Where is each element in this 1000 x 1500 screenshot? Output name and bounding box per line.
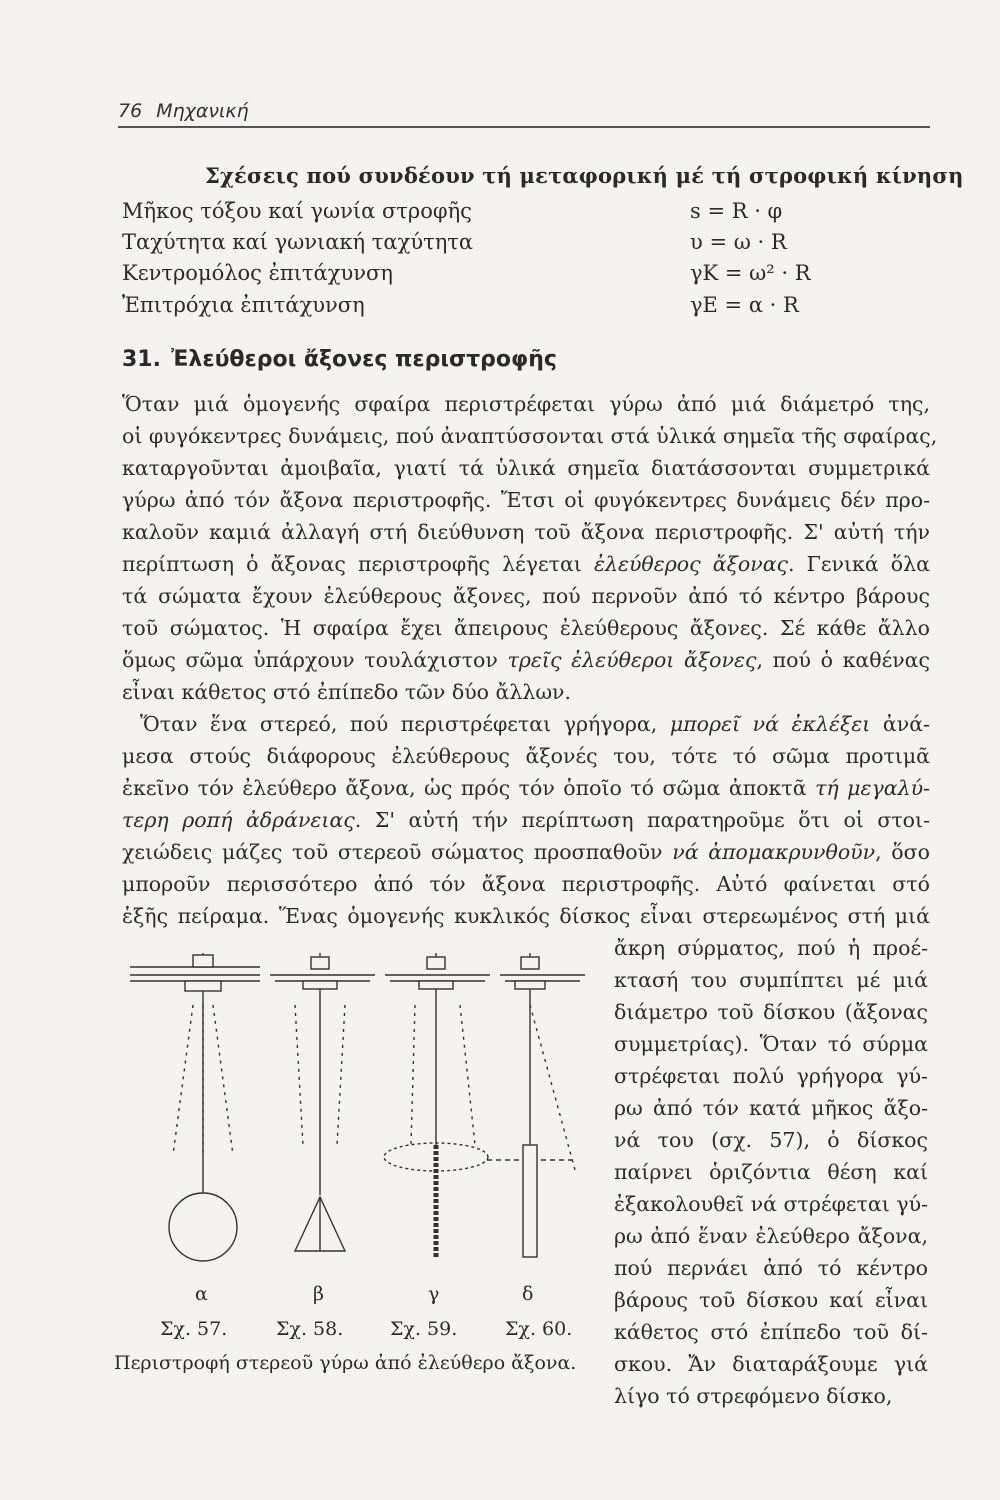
text-line: παίρνει ὁριζόντια θέση καί — [614, 1160, 928, 1184]
figure-letter-alpha: α — [195, 1283, 208, 1305]
text-line: χειώδεις μάζες τοῦ στερεοῦ σώματος προσπαθοῦν νά ἀπομακρυνθοῦν, ὅσο — [122, 840, 930, 864]
text-line: περίπτωση ὁ ἄξονας περιστροφῆς λέγεται ἐλεύθερος ἄξονας. Γενικά ὅλα — [122, 552, 930, 576]
text-line: στρέφεται πολύ γρήγορα γύ- — [614, 1064, 928, 1088]
text-line: ρω ἀπό ἕναν ἐλεύθερο ἄξονα, — [614, 1224, 928, 1248]
text-line: λίγο τό στρεφόμενο δίσκο, — [614, 1384, 893, 1408]
relation-label: Κεντρομόλος ἐπιτάχυνση — [122, 261, 393, 285]
text-line: τερη ροπή ἀδράνειας. Σ' αὐτή τήν περίπτωση παρατηροῦμε ὅτι οἱ στοι- — [122, 808, 930, 832]
rotating-disk-figure — [115, 945, 595, 1295]
emphasis-term: μπορεῖ νά ἐκλέξει — [669, 712, 871, 736]
text-line: εἶναι κάθετος στό ἐπίπεδο τῶν δύο ἄλλων. — [122, 680, 572, 704]
emphasis-term: νά ἀπομακρυνθοῦν — [672, 840, 876, 864]
text-line: οἱ φυγόκεντρες δυνάμεις, πού ἀναπτύσσονται στά ὑλικά σημεῖα τῆς σφαίρας, — [122, 424, 938, 448]
section-number: 31. — [122, 347, 161, 372]
text-line: τοῦ σώματος. Ἡ σφαίρα ἔχει ἄπειρους ἐλεύθερους ἄξονες. Σέ κάθε ἄλλο — [122, 616, 930, 640]
relation-formula: s = R · φ — [690, 199, 783, 223]
header-rule — [118, 126, 930, 128]
relations-title: Σχέσεις πού συνδέουν τή μεταφορική μέ τή στροφική κίνηση — [205, 163, 964, 188]
text-line: ἐκεῖνο τόν ἐλεύθερο ἄξονα, ὡς πρός τόν ὁποῖο τό σῶμα ἀποκτᾶ τή μεγαλύ- — [122, 776, 930, 800]
text-line: ἑξῆς πείραμα. Ἕνας ὁμογενής κυκλικός δίσκος εἶναι στερεωμένος στή μιά — [122, 904, 930, 928]
relation-label: Ἐπιτρόχια ἐπιτάχυνση — [122, 293, 365, 317]
figure-gamma-drawing — [384, 953, 490, 1257]
text-line: νά του (σχ. 57), ὁ δίσκος — [614, 1128, 928, 1152]
text-line: καλοῦν καμιά ἀλλαγή στή διεύθυνση τοῦ ἄξονα περιστροφῆς. Σ' αὐτή τήν — [122, 520, 930, 544]
section-name: Μηχανική — [156, 100, 249, 122]
figure-alpha-drawing — [130, 953, 260, 1261]
relation-formula: γΕ = α · R — [690, 293, 799, 317]
relation-formula: γΚ = ω² · R — [690, 261, 811, 285]
figure-letter-gamma: γ — [428, 1283, 440, 1305]
figure-letter-delta: δ — [522, 1283, 534, 1305]
section-title: Ἐλεύθεροι ἄξονες περιστροφῆς — [170, 347, 557, 372]
text-line: διάμετρο τοῦ δίσκου (ἄξονας — [614, 1000, 928, 1024]
text-line: ρω ἀπό τόν κατά μῆκος ἄξο- — [614, 1096, 928, 1120]
text-line: μεσα στούς διάφορους ἐλεύθερους ἄξονές του, τότε τό σῶμα προτιμᾶ — [122, 744, 930, 768]
text-line: ἄκρη σύρματος, πού ἡ προέ- — [614, 936, 928, 960]
emphasis-term: τρεῖς ἐλεύθεροι ἄξονες — [507, 648, 757, 672]
relation-label: Ταχύτητα καί γωνιακή ταχύτητα — [122, 230, 474, 254]
figure-number: Σχ. 58. — [276, 1318, 344, 1340]
figure-beta-drawing — [270, 953, 375, 1251]
figure-delta-drawing — [487, 953, 585, 1257]
figure-number: Σχ. 60. — [505, 1318, 573, 1340]
text-line: τά σώματα ἔχουν ἐλεύθερους ἄξονες, πού περνοῦν ἀπό τό κέντρο βάρους — [122, 584, 930, 608]
text-line: μποροῦν περισσότερο ἀπό τόν ἄξονα περιστροφῆς. Αὐτό φαίνεται στό — [122, 872, 930, 896]
text-line: πού περνάει ἀπό τό κέντρο — [614, 1256, 928, 1280]
emphasis-term: τερη ροπή ἀδράνειας — [122, 808, 355, 832]
text-line: Ὅταν ἕνα στερεό, πού περιστρέφεται γρήγορα, μπορεῖ νά ἐκλέξει ἀνά- — [140, 712, 930, 736]
section-heading — [122, 347, 557, 372]
relation-label: Μῆκος τόξου καί γωνία στροφῆς — [122, 199, 472, 223]
emphasis-term: τή μεγαλύ- — [815, 776, 930, 800]
figure-number: Σχ. 59. — [390, 1318, 458, 1340]
text-line: ὅμως σῶμα ὑπάρχουν τουλάχιστον τρεῖς ἐλεύθεροι ἄξονες, πού ὁ καθένας — [122, 648, 930, 672]
text-line: συμμετρίας). Ὅταν τό σύρμα — [614, 1032, 928, 1056]
running-head — [118, 100, 249, 122]
text-line: κτασή του συμπίπτει μέ μιά — [614, 968, 928, 992]
text-line: καταργοῦνται ἀμοιβαῖα, γιατί τά ὑλικά σημεῖα διατάσσονται συμμετρικά — [122, 456, 930, 480]
text-line: Ὅταν μιά ὁμογενής σφαίρα περιστρέφεται γύρω ἀπό μιά διάμετρό της, — [122, 392, 930, 416]
figure-letter-beta: β — [313, 1283, 324, 1305]
text-line: γύρω ἀπό τόν ἄξονα περιστροφῆς. Ἔτσι οἱ φυγόκεντρες δυνάμεις δέν προ- — [122, 488, 930, 512]
text-line: σκου. Ἄν διαταράξουμε γιά — [614, 1352, 928, 1376]
figure-caption: Περιστροφή στερεοῦ γύρω ἀπό ἐλεύθερο ἄξονα. — [114, 1352, 577, 1374]
text-line: ἐξακολουθεῖ νά στρέφεται γύ- — [614, 1192, 928, 1216]
relation-formula: υ = ω · R — [690, 230, 787, 254]
emphasis-term: ἐλεύθερος ἄξονας — [593, 552, 789, 576]
text-line: βάρους τοῦ δίσκου καί εἶναι — [614, 1288, 928, 1312]
page-number: 76 — [118, 100, 143, 122]
figure-number: Σχ. 57. — [160, 1318, 228, 1340]
text-line: κάθετος στό ἐπίπεδο τοῦ δί- — [614, 1320, 928, 1344]
